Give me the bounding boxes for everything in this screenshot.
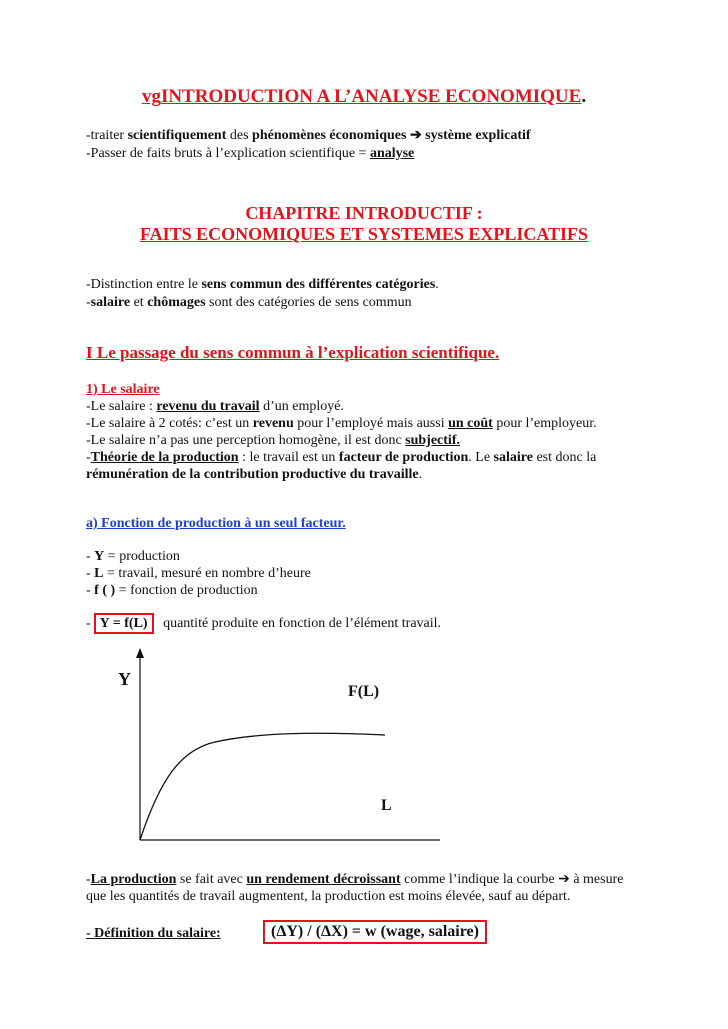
salaire-line-3: -Le salaire n’a pas une perception homogène, il est donc subjectif. bbox=[86, 433, 460, 448]
definition-label: - Définition du salaire: bbox=[86, 926, 221, 941]
arrow-right-icon: ➔ bbox=[406, 128, 426, 143]
fonction-item-3: - f ( ) = fonction de production bbox=[86, 583, 258, 598]
subsection-fonction-heading: a) Fonction de production à un seul facteur. bbox=[86, 516, 346, 531]
production-function-graph bbox=[0, 640, 728, 860]
chapter-title-line-2: FAITS ECONOMIQUES ET SYSTEMES EXPLICATIFS bbox=[139, 224, 589, 244]
distinction-line-2: -salaire et chômages sont des catégories de sens commun bbox=[86, 295, 412, 310]
salaire-line-4: -Théorie de la production : le travail est un facteur de production. Le salaire est donc la bbox=[86, 450, 597, 465]
page-title: vgINTRODUCTION A L’ANALYSE ECONOMIQUE. bbox=[141, 86, 587, 107]
salaire-line-5: rémunération de la contribution productive du travaille. bbox=[86, 467, 423, 482]
subsection-salaire-heading: 1) Le salaire bbox=[86, 382, 160, 397]
curve-label: F(L) bbox=[348, 683, 380, 700]
y-axis-arrow-icon bbox=[136, 648, 144, 658]
section-title: I Le passage du sens commun à l’explication scientifique. bbox=[86, 343, 500, 362]
definition-formula: (ΔY) / (ΔX) = w (wage, salaire) bbox=[263, 920, 487, 944]
x-axis-label: L bbox=[381, 797, 392, 814]
salaire-line-2: -Le salaire à 2 cotés: c’est un revenu pour l’employé mais aussi un coût pour l’employeur. bbox=[86, 416, 597, 431]
production-line-1: -La production se fait avec un rendement décroissant comme l’indique la courbe ➔ à mesure bbox=[86, 872, 624, 887]
y-axis-label: Y bbox=[118, 669, 131, 689]
fonction-item-2: - L = travail, mesuré en nombre d’heure bbox=[86, 566, 311, 581]
distinction-line-1: -Distinction entre le sens commun des différentes catégories. bbox=[86, 277, 439, 292]
intro-line-2: -Passer de faits bruts à l’explication scientifique = analyse bbox=[86, 146, 415, 161]
production-line-2: que les quantités de travail augmentent, la production est moins élevée, sauf au départ. bbox=[86, 889, 571, 904]
intro-line-1: -traiter scientifiquement des phénomènes économiques ➔ système explicatif bbox=[86, 128, 531, 143]
page-title-text: vgINTRODUCTION A L’ANALYSE ECONOMIQUE bbox=[141, 86, 582, 107]
salaire-line-1: -Le salaire : revenu du travail d’un employé. bbox=[86, 399, 344, 414]
fonction-item-1: - Y = production bbox=[86, 549, 180, 564]
chapter-title-line-1: CHAPITRE INTRODUCTIF : bbox=[245, 203, 483, 223]
formula-line: - Y = f(L) quantité produite en fonction de l’élément travail. bbox=[86, 615, 441, 632]
production-curve bbox=[140, 733, 385, 840]
formula-box: Y = f(L) bbox=[94, 613, 154, 634]
